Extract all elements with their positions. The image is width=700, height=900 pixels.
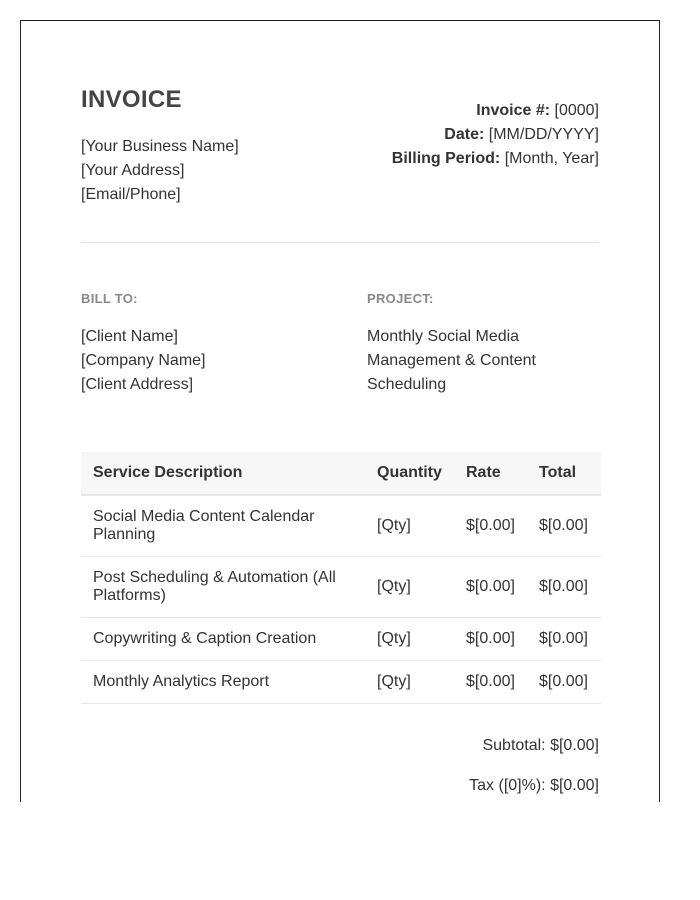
row-quantity: [Qty] (365, 618, 454, 661)
subtotal-line: Subtotal: $[0.00] (482, 737, 599, 754)
billing-period-label: Billing Period: (391, 150, 501, 167)
bill-to-details (81, 325, 206, 397)
row-rate: $[0.00] (454, 495, 527, 557)
client-name: [Client Name] (81, 328, 178, 345)
row-total: $[0.00] (527, 557, 601, 618)
row-total: $[0.00] (527, 618, 601, 661)
invoice-date-label: Date: (444, 126, 485, 143)
company-name: [Company Name] (81, 352, 206, 369)
row-description: Post Scheduling & Automation (All Platforms) (81, 557, 365, 618)
row-rate: $[0.00] (454, 618, 527, 661)
tax-line: Tax ([0]%): $[0.00] (469, 777, 599, 794)
row-rate: $[0.00] (454, 557, 527, 618)
business-info (81, 135, 239, 207)
invoice-date-line (392, 123, 599, 147)
invoice-number-label: Invoice #: (476, 102, 551, 119)
row-quantity: [Qty] (365, 557, 454, 618)
row-quantity: [Qty] (365, 495, 454, 557)
client-address: [Client Address] (81, 376, 194, 393)
table-row (81, 557, 601, 618)
header-quantity: Quantity (365, 452, 454, 495)
row-description: Monthly Analytics Report (81, 661, 365, 704)
table-header-row (81, 452, 601, 495)
project-line: Scheduling (367, 376, 447, 393)
row-description: Social Media Content Calendar Planning (81, 495, 365, 557)
invoice-date-value: [MM/DD/YYYY] (488, 126, 599, 143)
business-address: [Your Address] (81, 162, 185, 179)
billing-period-value: [Month, Year] (504, 150, 599, 167)
invoice-meta (392, 99, 599, 171)
table-row (81, 661, 601, 704)
table-row (81, 495, 601, 557)
invoice-title: INVOICE (81, 86, 182, 113)
row-quantity: [Qty] (365, 661, 454, 704)
business-name: [Your Business Name] (81, 138, 239, 155)
header-description: Service Description (81, 452, 365, 495)
totals-block (469, 735, 599, 815)
invoice-number-value: [0000] (554, 102, 599, 119)
header-divider (81, 242, 599, 243)
invoice-sheet (20, 20, 660, 802)
invoice-number-line (392, 99, 599, 123)
header-rate: Rate (454, 452, 527, 495)
services-table (81, 452, 601, 704)
row-total: $[0.00] (527, 495, 601, 557)
row-description: Copywriting & Caption Creation (81, 618, 365, 661)
billing-period-line (392, 147, 599, 171)
project-line: Monthly Social Media (367, 328, 520, 345)
business-contact: [Email/Phone] (81, 186, 181, 203)
header-total: Total (527, 452, 601, 495)
table-row (81, 618, 601, 661)
project-line: Management & Content (367, 352, 536, 369)
bill-to-label: BILL TO: (81, 291, 138, 306)
project-label: PROJECT: (367, 291, 434, 306)
row-total: $[0.00] (527, 661, 601, 704)
row-rate: $[0.00] (454, 661, 527, 704)
project-details (367, 325, 536, 397)
